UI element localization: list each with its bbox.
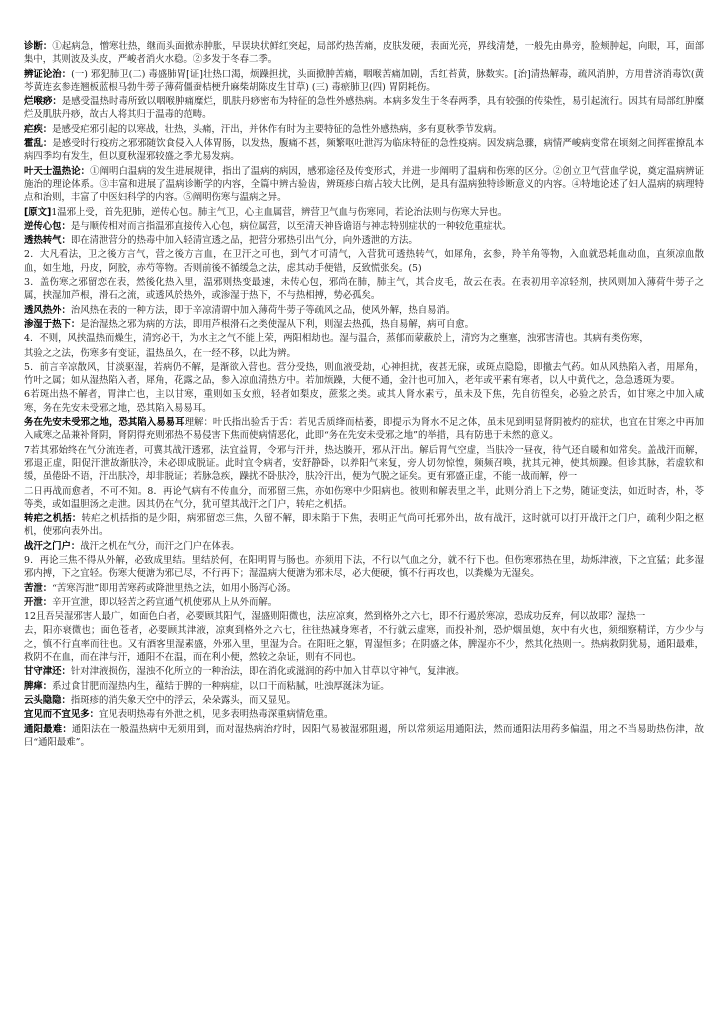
paragraph — [24, 512, 704, 539]
paragraph — [24, 347, 704, 360]
term-heading: 霍乱： — [24, 138, 53, 150]
term-heading: 辨证论治： — [24, 68, 72, 80]
term-heading: 通阳最难： — [24, 723, 72, 735]
paragraph — [24, 540, 704, 553]
paragraph — [24, 276, 704, 303]
document-page — [16, 0, 704, 749]
paragraph — [24, 485, 704, 512]
paragraph — [24, 220, 704, 233]
paragraph-text: 宜见表明热毒有外泄之机，见多表明热毒深重病情危重。 — [99, 709, 334, 721]
paragraph-text: 去，阳亦衰微也；面色苍者，必要顾其津液，凉爽到格外之六七，往往热减身寒者，不行就云虚寒，而投补剂，恐炉烟虽熄，灰中有火也，须细察精详，方少少与之，慎不行直率而往也。又有酒客里湿素盛，外邪入里，里湿为合。在阳旺之躯，胃湿恒多；在阴盛之体，脾湿亦不少，然其化热则一。热病救阴犹易，通阳最难，救阴不在血，而在津与汗，通阳不在温，而在利小便，然较之杂证，则有不同也。 — [24, 625, 704, 664]
paragraph-text: 是感受时行疫疠之邪邪随饮食侵入人体胃肠，以发热，腹痛不甚，频繁呕吐泄泻为临床特征的急性疫病。因发病急骤，病情严峻病变常在顷刻之间挥霍撩乱本病四季均有发生，但以夏秋湿邪较盛之季尤易发病。 — [24, 138, 704, 163]
paragraph — [24, 596, 704, 609]
term-heading: 透热转气： — [24, 235, 71, 247]
term-heading: 务在先安未受邪之地，恐其陷入易易耳 — [24, 417, 185, 429]
term-heading: 转疟之机括： — [24, 513, 82, 525]
term-heading: 云头隐隐： — [24, 694, 71, 706]
paragraph-text: 9．再论三焦不得从外解，必致成里结。里结於何，在阳明胃与肠也。亦须用下法，不行以气血之分，就不行下也。但伤寒邪热在里，劫烁津液，下之宜猛；此多湿邪内搏，下之宜轻。伤寒大便溏为邪已尽，不行再下；湿温病大便溏为邪未尽，必大便硬，慎不行再攻也，以粪燥为无湿矣。 — [24, 554, 704, 580]
term-heading: [原文] — [24, 206, 52, 218]
paragraph — [24, 248, 704, 275]
paragraph — [24, 165, 704, 205]
paragraph — [24, 95, 704, 122]
paragraph-text: 针对津液损伤，湿浊不化所立的一种治法，即在消化或滋润的药中加入甘草以守神气，复津液。 — [70, 666, 465, 678]
paragraph — [24, 318, 704, 331]
term-heading: 苦泄： — [24, 582, 53, 594]
paragraph — [24, 444, 704, 484]
paragraph — [24, 554, 704, 581]
paragraph — [24, 624, 704, 664]
paragraph-text: 指斑疹的消失象天空中的浮云，朵朵露头，而又显见。 — [70, 694, 296, 706]
paragraph-text: 7若其邪始终在气分流连者，可冀其战汗透邪，法宜益胃，令邪与汗并，热达腠开，邪从汗出。解后胃气空虚，当肤冷一昼夜，待气还自暖和如常矣。盖战汗而解，邪退正虚，阳促汗泄故渐肤冷，未必即成脱证。此时宜令病者，安舒静卧，以养阳气来复，旁人切勿惊惶，频频召唤，扰其元神，使其烦躁。但诊其脉，若虚软和缓，虽倦卧不语，汗出肤冷，却非脱证；若脉急疾，躁扰不卧肤冷，肤冷汗出，便为气脱之证矣。更有邪盛正虚，不能一战而解，停一 — [24, 444, 704, 483]
paragraph-text: 3．盖伤寒之邪留恋在表，然後化热入里，温邪则热变最速，未传心包，邪尚在肺，肺主气，其合皮毛，故云在表。在表初用辛凉轻剂，挟风则加入薄荷牛蒡子之属，挟湿加芦根，滑石之流，或透风於热外，或渗湿于热下，不与热相搏，势必孤矣。 — [24, 277, 704, 302]
paragraph — [24, 40, 704, 67]
paragraph-text: 治风热在表的一种方法，即于辛凉清谓中加入薄荷牛蒡子等疏风之品，使风外解，热自易消。 — [70, 304, 456, 316]
paragraph-text: 即在清泄营分的热毒中加入轻清宣透之品，把营分邪热引出气分，向外透泄的方法。 — [70, 235, 418, 247]
paragraph — [24, 304, 704, 317]
paragraph-text: 12且吾吴湿邪害人最广，如面色白者，必要顾其阳气，湿盛则阳微也，法应凉爽，然到格外之六七，即不行遏於寒凉，恐成功反弃，何以故耶？湿热一 — [24, 611, 646, 623]
paragraph-text: “苦寒泻泄”即用苦寒药或降泄里热之法，如用小肠泻心汤。 — [52, 582, 297, 594]
paragraph — [24, 234, 704, 247]
term-heading: 逆传心包： — [24, 220, 71, 232]
paragraph — [24, 388, 704, 415]
paragraph-text: 2．大凡看法，卫之後方言气，营之後方言血，在卫汗之可也，到气才可清气，入营犹可透热转气，如犀角，玄参，羚羊角等物，入血就恐耗血动血，直须凉血散血，如生地，丹皮，阿胶，赤芍等物。否则前後不循缓急之法，虑其动手便错，反致慌张矣。(5) — [24, 249, 704, 274]
paragraph-text: ①阐明白温病的发生进展规律，指出了温病的病因，感邪途径及传变形式，并进一步阐明了温病和伤寒的区分。②创立卫气营血学说，奠定温病辨证施治的理论体系。③丰富和进展了温病诊断学的内容，全篇中辨古验齿，辨斑疹白痦占较大比例，是具有温病独特诊断意义的内容。④特地论述了妇人温病的病理特点和治则，丰富了中医妇科学的内容。⑤阐明伤寒与温病之异。 — [24, 165, 704, 204]
term-heading: 开泄： — [24, 596, 53, 608]
paragraph-text: 理解：叶氏指出验舌于舌：若见舌质绛而枯萎，即提示为肾水不足之体，虽未见到明显肾阴被灼的症状，也宜在甘寒之中再加入咸寒之品兼补肾阴，肾阴得充则邪热不易侵害下焦而使病情恶化，此即“务在先安未受邪之地”的举措，具有防患于未然的意义。 — [24, 417, 704, 442]
paragraph — [24, 68, 704, 95]
paragraph-text: 通阳法在一般温热病中无须用到，而对湿热病治疗时，因阳气易被湿邪阻遏，所以常须运用通阳法，然而通阳法用药多偏温，用之不当易助热伤津，故曰“通阳最难”。 — [24, 723, 704, 748]
paragraph-text: 是感受温热时毒所致以咽喉肿痛糜烂，肌肤丹痧密布为特征的急性外感热病。本病多发生于冬春两季，具有较强的传染性，易引起流行。因其有局部红肿糜烂及肌肤丹痧，故古人将其归于温毒的范畴。 — [24, 96, 704, 121]
term-heading: 烂喉痧： — [24, 96, 62, 108]
term-heading: 宜见而不宜见多： — [24, 709, 100, 721]
term-heading: 甘守津还： — [24, 666, 71, 678]
term-heading: 渗湿于热下： — [24, 318, 81, 330]
term-heading: 诊断： — [24, 41, 53, 52]
paragraph — [24, 680, 704, 693]
paragraph — [24, 206, 704, 219]
paragraph-text: 4．不则，风挟温热而燥生，清窍必干，为水主之气不能上荣，两阳相劫也。湿与温合，蒸郁而蒙蔽於上，清窍为之壅塞，浊邪害清也。其病有类伤寒， — [24, 333, 649, 345]
paragraph-text: 战汗之机在气分，而汗之门户在体表。 — [80, 540, 240, 552]
term-heading: 疟疾： — [24, 123, 53, 135]
paragraph — [24, 665, 704, 678]
paragraph — [24, 610, 704, 623]
paragraph-text: ①起病急，憎寒壮热，继而头面掀赤肿胀，早误块状鲜红突起，局部灼热苦痛，皮肤发硬，表面光亮，界线清楚，一般先由鼻旁，脸颊肿起，向眼，耳，面部集中，其则波及头皮，严峻者消火水稳。②多发于冬春二季。 — [24, 41, 704, 66]
paragraph-text: 是感受疟邪引起的以寒战，壮热，头痛，汗出，并休作有时为主要特征的急性外感热病，多有夏秋季节发病。 — [52, 123, 503, 135]
paragraph-text: 1温邪上受，首先犯肺，逆传心包。肺主气卫，心主血属营，辨营卫气血与伤寒同，若论治法则与伤寒大异也。 — [51, 206, 508, 218]
paragraph — [24, 361, 704, 388]
paragraph-text: 是与顺传相对而言指温邪直接传入心包，病位属营，以至清天神昏谵语与神志特别症状的一种较危重症状。 — [70, 220, 512, 232]
paragraph-text: 其验之之法，伤寒多有变证，温热虽久，在一经不移，以此为辨。 — [24, 347, 296, 359]
paragraph-text: (一) 邪犯肺卫(二) 毒盛肺胃[证]壮热口渴，烦躁担扰，头面掀肿苦痛，咽喉苦痛加剧，舌红苔黄，脉数实。[治]清热解毒，疏风消肿，方用普济消毒饮(黄芩黄连玄参连翘板蓝根马勃牛蒡子薄荷僵蚕桔梗升麻柴胡陈皮生甘草) (三) 毒瘀肺卫(四) 胃阴耗伤。 — [24, 68, 704, 93]
paragraph — [24, 723, 704, 750]
paragraph-text: 6若斑出热不解者，胃津亡也，主以甘寒，重则如玉女煎，轻者如梨皮，蔗浆之类。或其人肾水素亏，虽未及下焦，先自彷徨矣，必验之於舌，如甘寒之中加入咸寒，务在先安未受邪之地，恐其陷入易易耳。 — [24, 389, 704, 414]
term-heading: 脾瘅： — [24, 680, 53, 692]
term-heading: 透风热外： — [24, 304, 71, 316]
paragraph — [24, 582, 704, 595]
paragraph-text: 5．前言辛凉散风，甘淡驱湿，若病仍不解，是渐欲入营也。营分受热，则血液受劫，心神担扰，夜甚无寐，或斑点隐隐，即撤去气药。如从风热陷入者，用犀角，竹叶之属；如从湿热陷入者，犀角，花露之品，参入凉血清热方中。若加烦躁，大便不通，金汁也可加入，老年或平素有寒者，以人中黄代之，急急透斑为要。 — [24, 361, 704, 387]
paragraph-text: 辛开宣泄，即以轻苦之药宣通气机使邪从上从外而解。 — [52, 596, 278, 608]
paragraph — [24, 708, 704, 721]
paragraph-text: 系过食甘肥而湿热内生，蕴结于脾的一种病症，以口干而粘腻，吐浊厚涎沫为证。 — [52, 680, 390, 692]
paragraph — [24, 416, 704, 443]
paragraph — [24, 137, 704, 164]
paragraph — [24, 332, 704, 345]
paragraph-text: 二日再战而愈者，不可不知。8．再论气病有不传血分，而邪留三焦，亦如伤寒中少阳病也。彼则和解表里之半，此则分消上下之势，随证变法，如近时杏，朴，苓等类，或如温胆汤之走泄。因其仍在气分，犹可望其战汗之门户，转疟之机括。 — [24, 485, 704, 510]
paragraph — [24, 123, 704, 136]
term-heading: 战汗之门户： — [24, 540, 81, 552]
paragraph-text: 是治湿热之邪为病的方法，即用芦根滑石之类使湿从下利，则湿去热孤，热自易解，病可自愈。 — [80, 318, 475, 330]
paragraph-text: 转疟之机括指的是少阳，病邪留恋三焦，久留不解，即未陷于下焦，表明正气尚可托邪外出，故有战汗，这时就可以打开战汗之门户，疏利少阳之枢机，使邪向表外出。 — [24, 513, 704, 538]
term-heading: 叶天士温热论： — [24, 165, 91, 177]
paragraph — [24, 694, 704, 707]
